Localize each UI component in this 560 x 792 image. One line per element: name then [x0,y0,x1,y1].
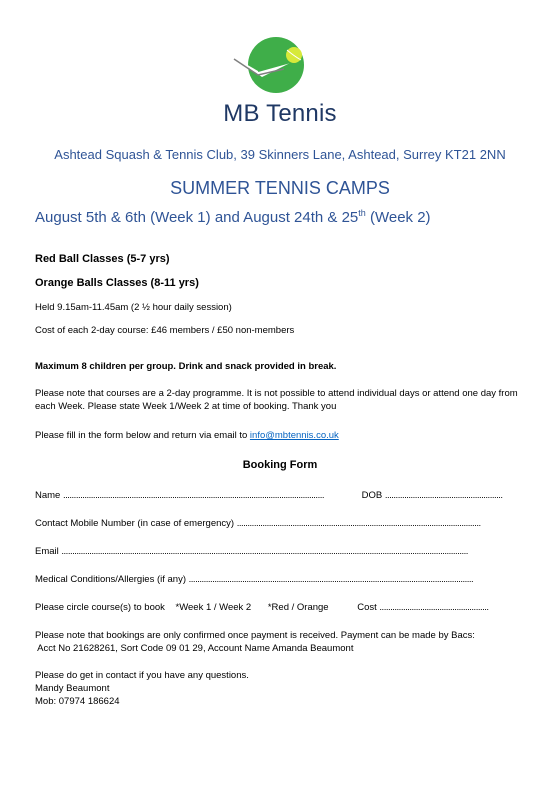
orange-ball-heading: Orange Balls Classes (8-11 yrs) [35,277,199,289]
contact-row [35,518,505,529]
week-option[interactable]: *Week 1 / Week 2 [175,602,252,613]
contact-field[interactable]: .................................................................................................................. [236,518,481,529]
email-link[interactable]: info@mbtennis.co.uk [249,430,339,441]
course-label: Please circle course(s) to book [35,602,165,613]
cost-field[interactable]: ................................................... [379,602,489,613]
contact-mobile: Mob: 07974 186624 [35,696,120,707]
email-field[interactable]: .............................................................................................................................................................................................. [61,546,468,557]
medical-row [35,574,507,585]
session-times: Held 9.15am-11.45am (2 ½ hour daily session) [35,302,232,313]
name-label: Name [35,490,63,501]
email-label: Email [35,546,62,557]
course-row [35,602,499,613]
dob-label: DOB [361,490,385,501]
return-instructions [35,430,339,441]
mb-tennis-logo-icon [228,35,318,95]
brand-name: MB Tennis [223,100,337,127]
course-cost: Cost of each 2-day course: £46 members / £50 non-members [35,325,295,336]
medical-label: Medical Conditions/Allergies (if any) [35,574,189,585]
email-row [35,546,515,557]
booking-form-heading: Booking Form [242,459,318,471]
contact-name: Mandy Beaumont [35,683,110,694]
club-address: Ashtead Squash & Tennis Club, 39 Skinners Lane, Ashtead, Surrey KT21 2NN [54,147,506,162]
contact-label: Contact Mobile Number (in case of emergency) [35,518,237,529]
return-text: Please fill in the form below and return via email to [35,430,250,441]
dates-superscript: th [358,208,366,218]
payment-line-2: Acct No 21628261, Sort Code 09 01 29, Account Name Amanda Beaumont [35,643,354,654]
payment-line-1: Please note that bookings are only confirmed once payment is received. Payment can be made by Bacs: [35,630,475,641]
camp-dates [35,208,431,226]
medical-field[interactable]: ..................................................................................................................................... [188,574,474,585]
cost-label: Cost [357,602,380,613]
dob-field[interactable]: ....................................................... [384,490,503,501]
ball-option[interactable]: *Red / Orange [267,602,329,613]
programme-note: Please note that courses are a 2-day programme. It is not possible to attend individual days or attend one day from each Week. Please state Week 1/Week 2 at time of booking. Thank you [35,388,518,412]
page-title: SUMMER TENNIS CAMPS [170,178,390,198]
dates-part-2: (Week 2) [365,209,431,226]
group-size-note: Maximum 8 children per group. Drink and snack provided in break. [35,361,337,372]
name-field[interactable]: .......................................................................................................................... [62,490,324,501]
contact-line: Please do get in contact if you have any questions. [35,670,249,681]
name-row [35,490,507,501]
dates-part-1: August 5th & 6th (Week 1) and August 24th & 25 [35,209,359,226]
red-ball-heading: Red Ball Classes (5-7 yrs) [35,253,170,265]
